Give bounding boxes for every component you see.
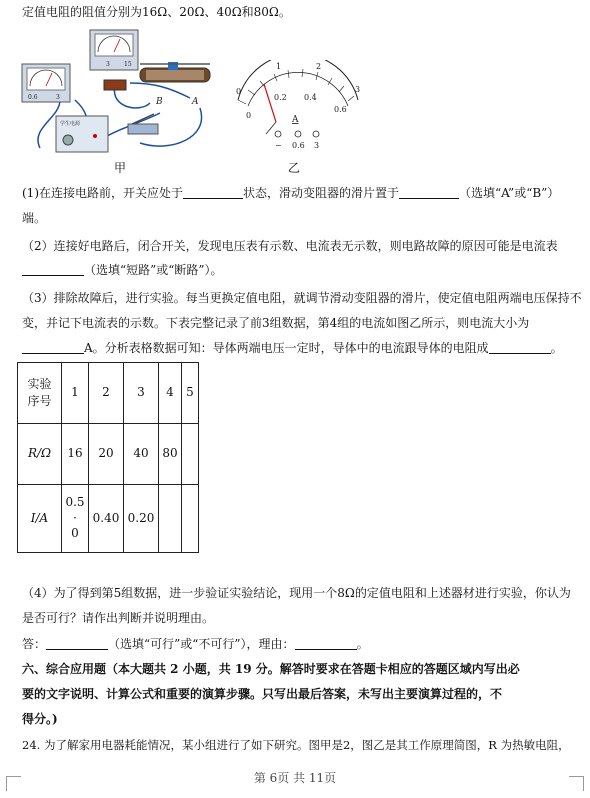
section-6-line-2: 要的文字说明、计算公式和重要的演算步骤。只写出最后答案，未写出主要演算过程的，不 [22, 687, 503, 701]
section-6-line-1: 六、综合应用题（本大题共 2 小题，共 19 分。解答时要求在答题卡相应的答题区域内写出必 [22, 662, 520, 676]
table-cell [182, 485, 199, 553]
dial-terminal-neg: − [275, 141, 282, 150]
voltmeter-label-1: 3 [106, 61, 110, 68]
table-header-num: 4 [159, 363, 182, 424]
table-row [18, 485, 199, 553]
ammeter-dial-figure [228, 60, 368, 155]
blank-slider-position[interactable] [399, 186, 459, 199]
table-row [18, 424, 199, 485]
table-cell [182, 424, 199, 485]
circuit-figure [20, 28, 220, 178]
figure-label-jia: 甲 [114, 161, 127, 175]
figure-label-yi: 乙 [288, 161, 301, 175]
question-2-cont: （选填“短路”或“断路”）。 [22, 262, 568, 279]
table-row [18, 363, 199, 424]
blank-reason[interactable] [295, 637, 357, 650]
table-cell: 20 [89, 424, 124, 485]
dial-bottom-0: 0 [246, 111, 252, 120]
table-header-num: 5 [182, 363, 199, 424]
rheostat-label-a: A [192, 97, 199, 107]
blank-relation[interactable] [489, 341, 551, 354]
section-6-line-3: 得分。) [22, 712, 58, 726]
dial-terminal-3: 3 [314, 141, 320, 150]
question-3-end: A。分析表格数据可知：导体两端电压一定时，导体中的电流跟导体的电阻成 。 [22, 340, 568, 357]
table-header-num: 2 [89, 363, 124, 424]
table-cell: 40 [124, 424, 159, 485]
question-3-cont: 变，并记下电流表的示数。下表完整记录了前3组数据，第4组的电流如图乙所示，则电流大小为 [22, 316, 530, 330]
dial-top-0: 0 [236, 87, 242, 96]
fixed-resistor [104, 80, 126, 90]
answer-line: 答： （选填“可行”或“不可行”），理由： 。 [22, 637, 369, 651]
table-r-label: R/Ω [18, 424, 62, 485]
rheostat-label-b: B [156, 97, 163, 107]
table-cell: 0.5 · 0 [62, 485, 89, 553]
dial-bottom-2: 0.4 [304, 93, 317, 102]
switch [128, 114, 158, 134]
table-cell [159, 485, 182, 553]
table-cell: 0.20 [124, 485, 159, 553]
dial-bottom-1: 0.2 [274, 93, 287, 102]
ammeter-label-2: 3 [56, 94, 60, 101]
ammeter [22, 64, 70, 102]
dial-top-3: 3 [355, 85, 361, 94]
question-4-cont: 是否可行？请作出判断并说明理由。 [22, 611, 215, 625]
blank-feasibility[interactable] [46, 637, 108, 650]
table-header-label: 实验 序号 [18, 363, 62, 424]
table-cell: 0.40 [89, 485, 124, 553]
dial-terminal-06: 0.6 [292, 141, 305, 150]
intro-text: 定值电阻的阻值分别为16Ω、20Ω、40Ω和80Ω。 [22, 5, 291, 19]
page-footer: 第 6页 共 11页 [253, 771, 337, 785]
dial-top-1: 1 [276, 62, 282, 71]
question-3: （3）排除故障后，进行实验。每当更换定值电阻，就调节滑动变阻器的滑片，使定值电阻两端电压保持不 [22, 291, 582, 305]
dial-unit: A [292, 115, 299, 125]
blank-current-value[interactable] [22, 341, 84, 354]
power-supply [56, 116, 108, 152]
voltmeter [90, 30, 138, 70]
table-i-label: I/A [18, 485, 62, 553]
dial-top-2: 2 [316, 62, 322, 71]
table-header-num: 3 [124, 363, 159, 424]
blank-fault-type[interactable] [22, 263, 84, 276]
blank-switch-state[interactable] [183, 186, 243, 199]
power-supply-label: 学生电源 [60, 121, 81, 127]
data-table [17, 362, 199, 553]
ammeter-label-1: 0.6 [28, 94, 38, 101]
table-cell: 80 [159, 424, 182, 485]
voltmeter-label-2: 15 [124, 61, 132, 68]
dial-bottom-3: 0.6 [334, 105, 347, 114]
question-1: (1)在连接电路前，开关应处于 状态，滑动变阻器的滑片置于 （选填“A”或“B”） [22, 186, 560, 200]
dial-needle [264, 84, 276, 122]
question-2: （2）连接好电路后，闭合开关，发现电压表有示数、电流表无示数，则电路故障的原因可能是电流表 [22, 239, 558, 253]
question-24: 24. 为了解家用电器耗能情况，某小组进行了如下研究。图甲是2，图乙是其工作原理简图，R 为热敏电阻， [22, 738, 570, 752]
table-header-num: 1 [62, 363, 89, 424]
table-cell: 16 [62, 424, 89, 485]
question-1-end: 端。 [22, 211, 47, 225]
question-4: （4）为了得到第5组数据，进一步验证实验结论，现用一个8Ω的定值电阻和上述器材进行实验，你认为 [22, 586, 571, 600]
